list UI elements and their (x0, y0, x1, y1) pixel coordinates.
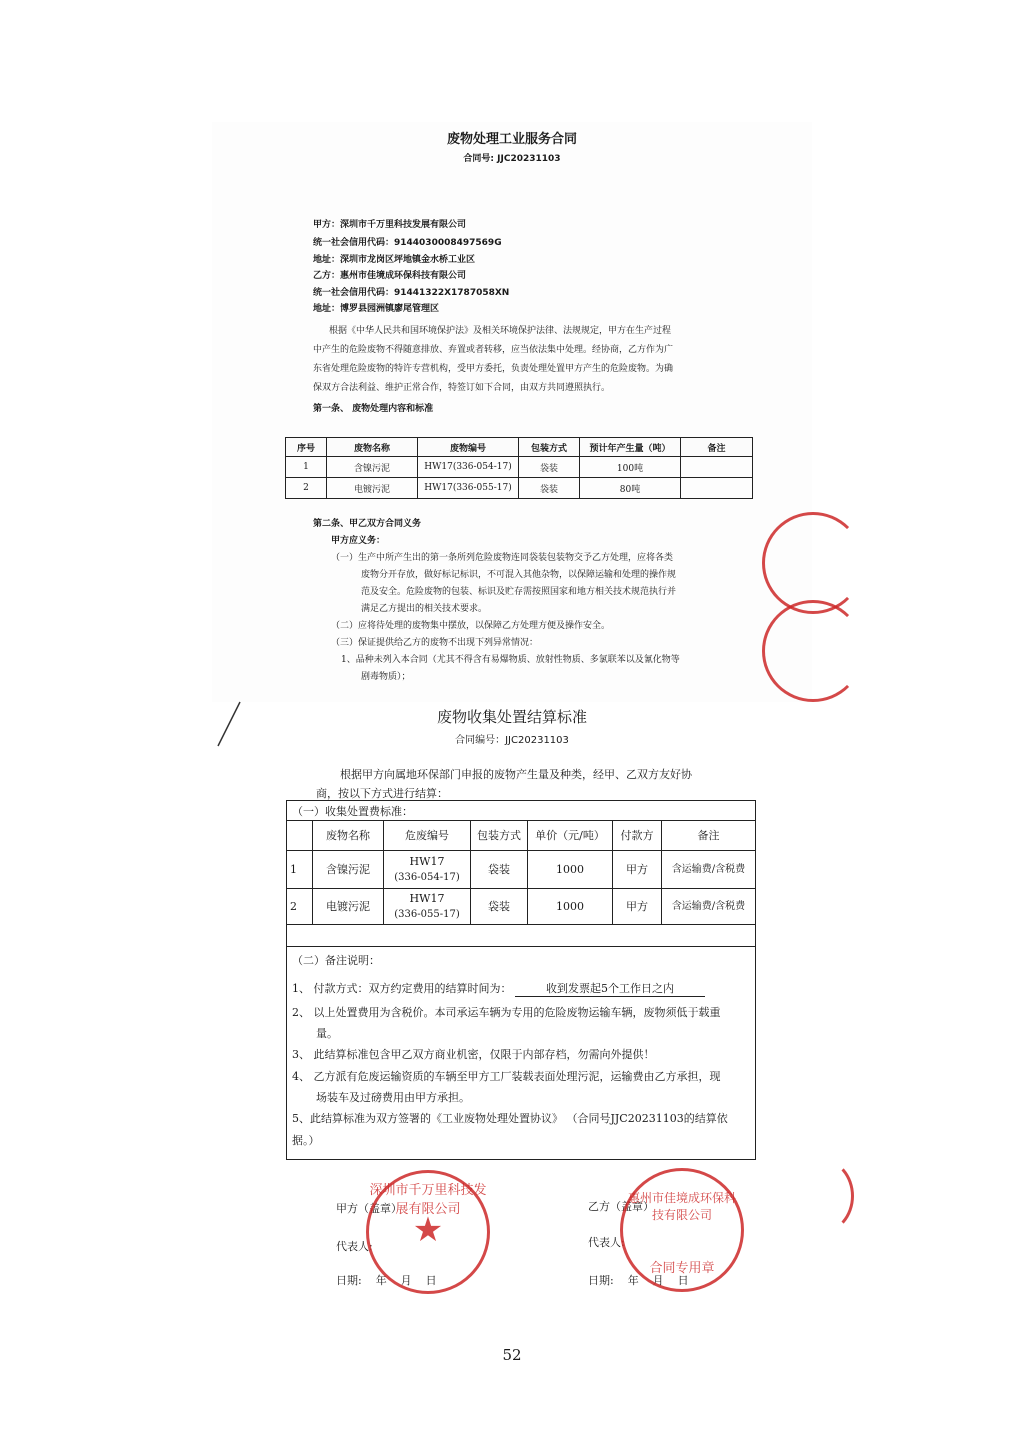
party-a-representative-label: 代表人: (336, 1240, 373, 1253)
page-number: 52 (502, 1346, 522, 1364)
note-1-prefix: 1、 付款方式：双方约定费用的结算时间为： (292, 982, 512, 995)
seal-text: 深圳市千万里科技发展有限公司 (369, 1183, 487, 1217)
edge-seal-bottom (762, 600, 864, 702)
note-2b: 量。 (316, 1027, 338, 1040)
cell-name: 电镀污泥 (327, 478, 418, 499)
party-b-name: 乙方：惠州市佳境成环保科技有限公司 (313, 271, 467, 281)
cell-note: 含运输费/含税费 (662, 851, 756, 889)
header-cell: 包装方式 (471, 821, 528, 851)
note-3: 3、 此结算标准包含甲乙双方商业机密，仅限于内部存档，勿需向外提供！ (292, 1048, 655, 1061)
intro-line: 根据《中华人民共和国环境保护法》及相关环境保护法律、法规规定，甲方在生产过程 (329, 326, 672, 336)
duty-line: （一）生产中所产生出的第一条所列危险废物连同袋装包装物交予乙方处理，应将各类 (331, 553, 674, 563)
note-4a: 4、 乙方派有危废运输资质的车辆至甲方工厂装载表面处理污泥，运输费由乙方承担，现 (292, 1070, 721, 1083)
party-a-duty-title: 甲方应义务： (331, 536, 386, 546)
party-b-date: 日期: 年 月 日 (588, 1274, 689, 1287)
cell-payer: 甲方 (613, 851, 662, 889)
note-5a: 5、此结算标准为双方签署的《工业废物处理处置协议》 （合同号JJC20231103的结算依 (292, 1112, 728, 1125)
header-cell: 废物名称 (327, 438, 418, 457)
settlement-intro-2: 商，按以下方式进行结算： (316, 787, 448, 800)
header-cell-no (286, 821, 313, 851)
table-row (286, 457, 753, 478)
cell-payer: 甲方 (613, 889, 662, 925)
header-cell: 备注 (681, 438, 753, 457)
table-header-row (286, 438, 753, 457)
payment-term-value: 收到发票起5个工作日之内 (515, 980, 705, 997)
duty-line: （二）应将待处理的废物集中摆放，以保障乙方处理方便及操作安全。 (331, 621, 611, 631)
party-a-sign-label: 甲方（盖章） (336, 1202, 402, 1215)
note-4b: 场装车及过磅费用由甲方承担。 (316, 1091, 470, 1104)
seal-subtext: 合同专用章 (649, 1261, 715, 1276)
section-2-heading: （二）备注说明： (292, 954, 380, 967)
code-line: HW17 (409, 891, 445, 905)
cell-name: 含镍污泥 (313, 851, 384, 889)
settlement-number: 合同编号：JJC20231103 (455, 735, 569, 746)
header-cell: 预计年产生量（吨） (580, 438, 681, 457)
cell-note (681, 478, 753, 499)
duty-line: 剧毒物质）； (361, 672, 411, 682)
party-a-seal (366, 1170, 490, 1294)
edge-seal-right (788, 1158, 854, 1234)
contract-number: 合同号: JJC20231103 (463, 154, 561, 164)
duty-line: 满足乙方提出的相关技术要求。 (361, 604, 488, 614)
seal-text: 惠州市佳境成环保科技有限公司 (627, 1191, 736, 1222)
party-a-address: 地址：深圳市龙岗区坪地镇金水桥工业区 (313, 255, 476, 265)
intro-line: 中产生的危险废物不得随意排放、弃置或者转移，应当依法集中处理。经协商，乙方作为广 (313, 345, 674, 355)
cell-no: 1 (286, 457, 327, 478)
header-cell: 废物名称 (313, 821, 384, 851)
code-line: (336-055-17) (394, 908, 460, 920)
settlement-intro-1: 根据甲方向属地环保部门申报的废物产生量及种类，经甲、乙双方友好协 (340, 768, 692, 781)
header-cell: 包装方式 (519, 438, 580, 457)
cell-no: 2 (286, 478, 327, 499)
cell-note (681, 457, 753, 478)
cell-name: 电镀污泥 (313, 889, 384, 925)
cell-amount: 80吨 (580, 478, 681, 499)
waste-content-table (285, 437, 753, 499)
header-cell: 备注 (662, 821, 756, 851)
party-a-name: 甲方：深圳市千万里科技发展有限公司 (313, 220, 467, 230)
edge-seal-top (762, 512, 864, 614)
cell-code: HW17(336-054-17) (418, 457, 519, 478)
party-b-credit: 统一社会信用代码：91441322X1787058XN (313, 288, 510, 298)
section-divider (286, 946, 756, 947)
cell-pack: 袋装 (519, 457, 580, 478)
party-b-seal (620, 1168, 744, 1292)
party-a-date: 日期: 年 月 日 (336, 1274, 437, 1287)
duty-line: 废物分开存放，做好标记标识，不可混入其他杂物，以保障运输和处理的操作规 (361, 570, 677, 580)
duty-line: 范及安全。危险废物的包装、标识及贮存需按照国家和地方相关技术规范执行并 (361, 587, 677, 597)
duty-list (331, 550, 751, 686)
contract-intro (313, 322, 743, 398)
note-2a: 2、 以上处置费用为含税价。本司承运车辆为专用的危险废物运输车辆，废物须低于载重 (292, 1006, 721, 1019)
settlement-title: 废物收集处置结算标准 (436, 708, 587, 726)
article-1-heading: 第一条、 废物处理内容和标准 (313, 404, 434, 414)
duty-line: 1、品种未列入本合同（尤其不得含有易爆物质、放射性物质、多氯联苯以及氰化物等 (341, 655, 680, 665)
party-b-address: 地址：博罗县园洲镇廖尾管理区 (313, 304, 440, 314)
cell-pack: 袋装 (471, 851, 528, 889)
header-cell: 付款方 (613, 821, 662, 851)
cell-code (384, 889, 471, 925)
note-1 (292, 980, 705, 997)
code-line: HW17 (409, 854, 445, 868)
cell-code: HW17(336-055-17) (418, 478, 519, 499)
cell-note: 含运输费/含税费 (662, 889, 756, 925)
contract-title: 废物处理工业服务合同 (446, 132, 577, 147)
table-row (286, 478, 753, 499)
header-cell: 单价（元/吨） (528, 821, 613, 851)
cell-no: 2 (286, 889, 313, 925)
cell-no: 1 (286, 851, 313, 889)
cell-price: 1000 (528, 889, 613, 925)
note-5b: 据。） (292, 1134, 320, 1147)
party-b-sign-label: 乙方（盖章） (588, 1200, 654, 1213)
table-header-row (286, 821, 756, 851)
cell-code (384, 851, 471, 889)
party-a-credit: 统一社会信用代码：91440300084975​69G (313, 238, 502, 248)
cell-amount: 100吨 (580, 457, 681, 478)
fee-table (286, 820, 756, 925)
intro-line: 东省处理危险废物的特许专营机构，受甲方委托，负责处理处置甲方产生的危险废物。为确 (313, 364, 674, 374)
cell-pack: 袋装 (471, 889, 528, 925)
table-row (286, 889, 756, 925)
table-row (286, 851, 756, 889)
header-cell: 危废编号 (384, 821, 471, 851)
cell-pack: 袋装 (519, 478, 580, 499)
intro-line: 保双方合法利益、维护正常合作，特签订如下合同，由双方共同遵照执行。 (313, 383, 611, 393)
duty-line: （三）保证提供给乙方的废物不出现下列异常情况： (331, 638, 539, 648)
section-1-heading: （一）收集处置费标准： (292, 805, 413, 818)
star-icon: ★ (412, 1210, 444, 1250)
header-cell: 序号 (286, 438, 327, 457)
cell-price: 1000 (528, 851, 613, 889)
cell-name: 含镍污泥 (327, 457, 418, 478)
article-2-heading: 第二条、甲乙双方合同义务 (313, 519, 422, 529)
header-cell: 废物编号 (418, 438, 519, 457)
code-line: (336-054-17) (394, 871, 460, 883)
party-b-representative-label: 代表人: (588, 1236, 625, 1249)
